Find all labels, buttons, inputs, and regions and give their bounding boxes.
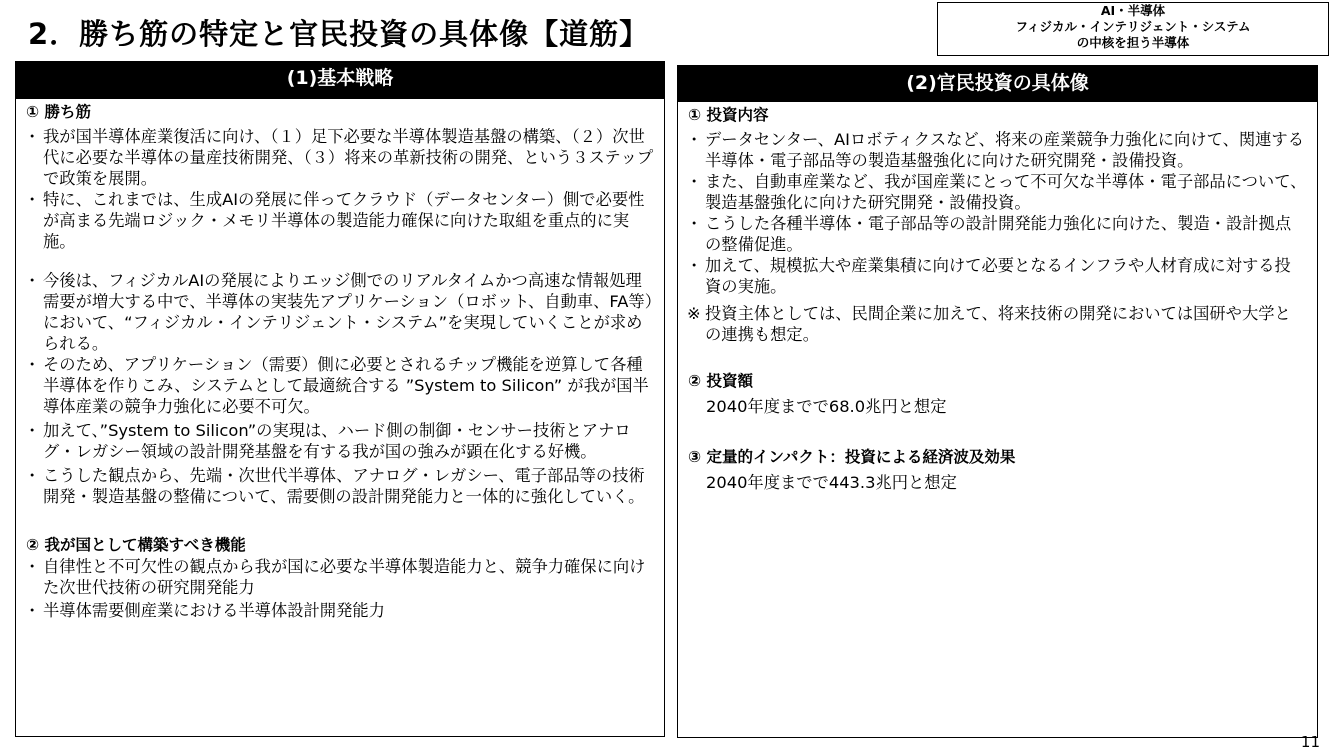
investment-content-item: ・ こうした各種半導体・電子部品等の設計開発能力強化に向けた、製造・設計拠点の整備促進。 <box>688 213 1307 255</box>
investment-panel <box>677 65 1318 738</box>
winning-path-title: ① 勝ち筋 <box>26 103 92 121</box>
winning-path-item: ・ 特に、これまでは、生成AIの発展に伴ってクラウド（データセンター）側で必要性が高まる先端ロジック・メモリ半導体の製造能力確保に向けた取組を重点的に実施。 <box>26 189 654 252</box>
basic-strategy-header: (1)基本戦略 <box>16 62 664 99</box>
impact-value: 2040年度までで443.3兆円と想定 <box>706 473 957 492</box>
winning-path-item: ・ そのため、アプリケーション（需要）側に必要とされるチップ機能を逆算して各種半導体を作りこみ、システムとして最適統合する ”System to Silicon” が我が国半導体産業の競争力強化に必要不可欠。 <box>26 354 654 417</box>
winning-path-item: ・ 我が国半導体産業復活に向け、（１）足下必要な半導体製造基盤の構築、（２）次世代に必要な半導体の量産技術開発、（３）将来の革新技術の開発、という３ステップで政策を展開。 <box>26 126 654 189</box>
winning-path-item: ・ こうした観点から、先端・次世代半導体、アナログ・レガシー、電子部品等の技術開発・製造基盤の整備について、需要側の設計開発能力と一体的に強化していく。 <box>26 465 654 507</box>
investment-amount-title: ② 投資額 <box>688 372 754 390</box>
topic-tag-line-1: AI・半導体 <box>1100 3 1166 18</box>
investment-header: (2)官民投資の具体像 <box>678 66 1317 102</box>
investment-content-title: ① 投資内容 <box>688 106 769 124</box>
investment-amount-value: 2040年度までで68.0兆円と想定 <box>706 397 947 416</box>
functions-item: ・ 半導体需要側産業における半導体設計開発能力 <box>26 600 654 621</box>
investment-body <box>678 105 1317 493</box>
investment-content-item: ・ また、自動車産業など、我が国産業にとって不可欠な半導体・電子部品について、製造基盤強化に向けた研究開発・設備投資。 <box>688 171 1307 213</box>
impact-title: ③ 定量的インパクト：投資による経済波及効果 <box>688 448 1016 466</box>
functions-title: ② 我が国として構築すべき機能 <box>26 536 246 554</box>
basic-strategy-body <box>16 102 664 621</box>
investment-content-item: ・ データセンター、AIロボティクスなど、将来の産業競争力強化に向けて、関連する半導体・電子部品等の製造基盤強化に向けた研究開発・設備投資。 <box>688 129 1307 171</box>
topic-tag-box <box>937 2 1329 56</box>
investment-note: ※ 投資主体としては、民間企業に加えて、将来技術の開発においては国研や大学との連携も想定。 <box>688 303 1307 345</box>
page-number: 11 <box>1300 733 1320 751</box>
topic-tag-line-2: フィジカル・インテリジェント・システム <box>1015 19 1251 34</box>
winning-path-item: ・ 加えて、”System to Silicon”の実現は、ハード側の制御・センサー技術とアナログ・レガシー領域の設計開発基盤を有する我が国の強みが顕在化する好機。 <box>26 420 654 462</box>
basic-strategy-panel <box>15 61 665 737</box>
investment-content-item: ・ 加えて、規模拡大や産業集積に向けて必要となるインフラや人材育成に対する投資の実施。 <box>688 255 1307 297</box>
page-title: 2．勝ち筋の特定と官民投資の具体像【道筋】 <box>28 17 650 51</box>
functions-item: ・ 自律性と不可欠性の観点から我が国に必要な半導体製造能力と、競争力確保に向けた次世代技術の研究開発能力 <box>26 556 654 598</box>
winning-path-item: ・ 今後は、フィジカルAIの発展によりエッジ側でのリアルタイムかつ高速な情報処理需要が増大する中で、半導体の実装先アプリケーション（ロボット、自動車、FA等）において、“フィジカル・インテリジェント・システム”を実現していくことが求められる。 <box>26 270 654 354</box>
topic-tag-line-3: の中核を担う半導体 <box>1076 35 1190 50</box>
